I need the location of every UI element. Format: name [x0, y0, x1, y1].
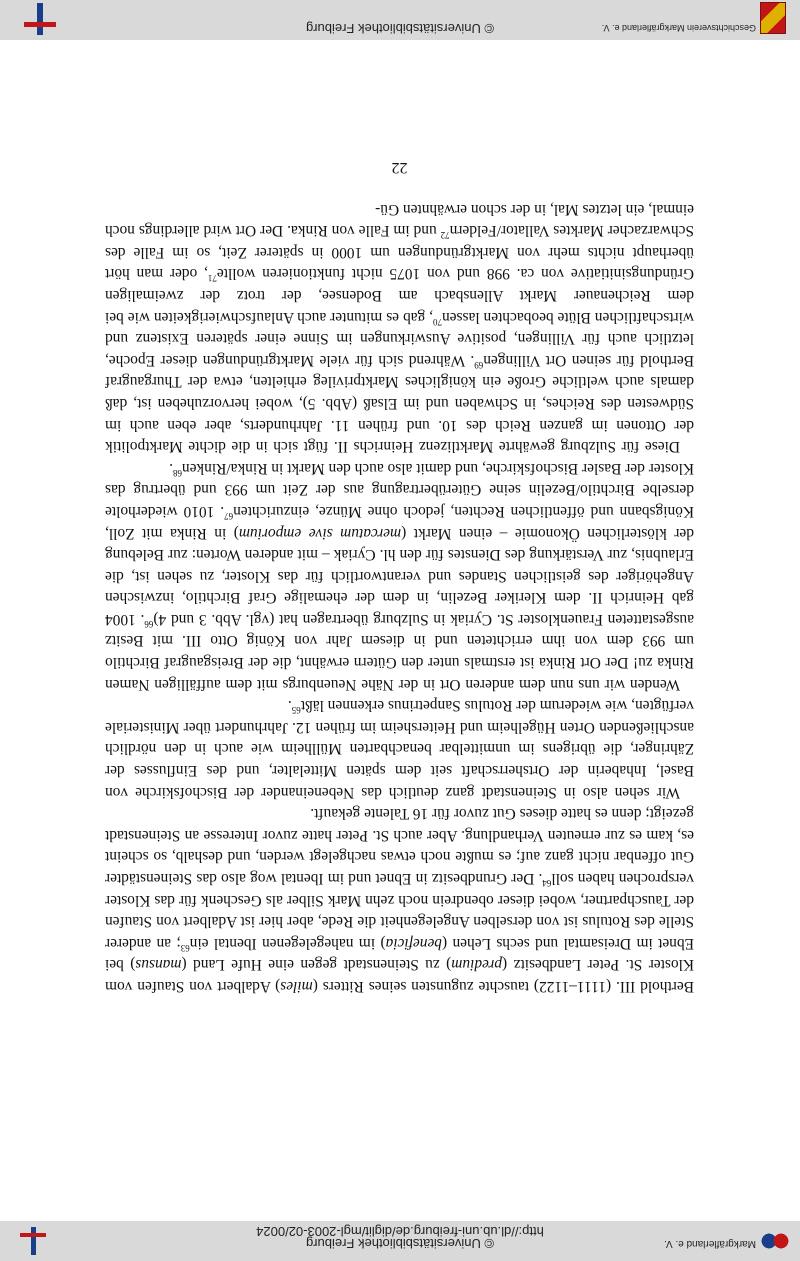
- paragraph-p3: [105, 457, 694, 695]
- footnote-ref: 70: [433, 316, 442, 327]
- paragraph-p2: [105, 695, 694, 803]
- footnote-ref: 71: [207, 273, 217, 284]
- text-run: ) Adalbert von Staufen vom Kloster St. Peter Landbesitz (: [105, 956, 694, 995]
- text-run: Wenden wir uns nun dem anderen Ort in der Nähe Neuenburgs mit dem auffälligen Namen Rinka zu! Der Ort Rinka ist erstmals unter den Gütern erwähnt, die der Breisgaugraf Birchtilo um 993 dem von ihm errichteten und in diesem Jahr von König Otto III. mit Besitz ausgestatteten Frauenkloster St. Cyriak in Sulzburg übertragen hat (vgl. Abb. 3 und 4): [105, 610, 694, 693]
- text-run: . Während sich für viele Marktgründungen dieser Epoche, letztlich auch für Villingen, positive Auswirkungen im Sinne einer späteren Existenz und wirtschaftlichen Blüte beobachten lassen: [105, 308, 694, 369]
- text-run: ; an anderer Stelle des Rotulus ist von derselben Angelegenheit die Rede, aber hier ist Adalbert von Staufen der Tauschpartner, wobei dieser obendrein noch zehn Mark Silber als Geschenk für das Kloster versprochen haben soll: [104, 870, 694, 952]
- text-run: , oder man hört überhaupt nichts mehr von Marktgründungen um 1000 in späterer Zeit, so im Falle des Schwarzacher Marktes Vallator/Feldern: [105, 222, 694, 283]
- header-logo-text: Markgräflerland e. V.: [664, 1238, 756, 1249]
- text-run: ) zu Steinenstadt gegen eine Hufe Land (: [181, 956, 452, 974]
- paragraph-p4: [105, 198, 694, 457]
- footer-bar: [0, 0, 800, 40]
- coat-of-arms-icon: [760, 2, 786, 34]
- text-run: Wir sehen also in Steinenstadt ganz deutlich das Nebeneinander der Bischofskirche von Basel, Inhaberin der Ortsherrschaft seit dem späten Mittelalter, und des Einflusses der Zähringer, die übrigens im unmittelbar benachbarten Müllheim wie auch in den nördlich anschließenden Orten Hügelheim und Heitersheim im frühen 12. Jahrhundert über Ministeriale verfügten, wie wiederum der Rotulus Sanpetrinus erkennen läßt: [105, 697, 694, 801]
- footer-logo-text: Geschichtsverein Markgräflerland e. V.: [601, 23, 756, 33]
- text-run: ) in Rinka mit Zoll, Königsbann und öffentlichen Rechten, jedoch ohne Münze, einzurichten: [104, 502, 694, 542]
- footnote-ref: 69: [474, 359, 484, 370]
- paragraph-p1: [105, 803, 694, 997]
- header-url[interactable]: http://dl.ub.uni-freiburg.de/diglit/mgl-2003-02/0024: [256, 1224, 544, 1239]
- text-run: ) bei Ebnet im Dreisamtal und sechs Lehen (: [104, 934, 694, 974]
- text-run: und im Falle von Rinka. Der Ort wird allerdings noch einmal, ein letztes Mal, in der schon erwähnten Gü-: [105, 200, 694, 240]
- library-logo-icon: [18, 1227, 48, 1255]
- text-run: . 1004 gab Heinrich II. dem Kleriker Bezelin, in dem der ehemalige Graf Birchtilo, inzwischen Angehöriger des geistlichen Standes und verantwortlich für das Kloster, zu sehen ist, die Erlaubnis, zur Verstärkung des Dienstes für den hl. Cyriak – mit anderen Worten: zur Belebung der klösterlichen Ökonomie – einen Markt (: [105, 524, 694, 628]
- footnote-ref: 68: [172, 467, 182, 478]
- italic-term: miles: [280, 978, 313, 995]
- footnote-ref: 67: [224, 511, 234, 522]
- italic-term: mansus: [135, 956, 182, 974]
- footnote-ref: 63: [180, 942, 190, 953]
- header-credit: © Universitätsbibliothek Freiburg: [305, 1236, 495, 1251]
- university-logo-icon: [20, 3, 60, 35]
- text-run: ) im nahegelegenen Ibental ein: [189, 934, 386, 952]
- footnote-ref: 66: [144, 619, 154, 630]
- text-run: , gab es mitunter auch Anlaufschwierigkeiten wie bei dem Reichenauer Markt Allensbach am Bodensee, der trotz der zweimaligen Gründungsinitiative von ca. 998 und von 1075 nicht funktionieren wollte: [105, 265, 694, 326]
- body-text: [105, 198, 694, 997]
- italic-term: mercatum sive emporium: [238, 524, 402, 542]
- footnote-ref: 72: [440, 230, 450, 241]
- society-logo-icon: [760, 1229, 790, 1253]
- text-run: Berthold III. (1111–1122) tauschte zugunsten seines Ritters (: [312, 978, 694, 995]
- text-run: .: [169, 459, 173, 477]
- text-run: .: [287, 697, 292, 715]
- text-run: . Der Grundbesitz in Ebnet und im Ibental wog also das Steinenstädter Gut offenbar nicht ganz auf; es mußte noch etwas nachgelegt werden, und deshalb, so scheint es, kam es zur erneuten Verhandlung. Aber auch St. Peter hatte zuvor Interesse an Steinenstadt gezeigt; denn es hatte dieses Gut zuvor für 16 Talente gekauft.: [104, 805, 694, 888]
- footnote-ref: 64: [542, 878, 552, 889]
- italic-term: predium: [451, 956, 503, 974]
- footnote-ref: 65: [291, 705, 301, 716]
- text-run: . 1010 wiederholte derselbe Birchtilo/Bezelin seine Güterübertragung aus der Zeit um 993 und übertrug das Kloster der Basler Bischofskirche, und damit also auch den Markt in Rinka/Rinken: [105, 459, 694, 520]
- page-number: 22: [391, 159, 408, 176]
- text-run: Diese für Sulzburg gewährte Marktlizenz Heinrichs II. fügt sich in die dichte Marktpolitik der Ottonen im ganzen Reich des 10. und frühen 11. Jahrhunderts, aber eben auch im Südwesten des Reiches, in Schwaben und im Elsaß (Abb. 5), wobei hervorzuheben ist, daß damals auch weltliche Große ein königliches Marktprivileg erhielten, etwa der Thurgaugraf Berthold für seinen Ort Villingen: [105, 351, 694, 456]
- footer-credit: © Universitätsbibliothek Freiburg: [305, 21, 495, 36]
- italic-term: beneficia: [385, 934, 443, 952]
